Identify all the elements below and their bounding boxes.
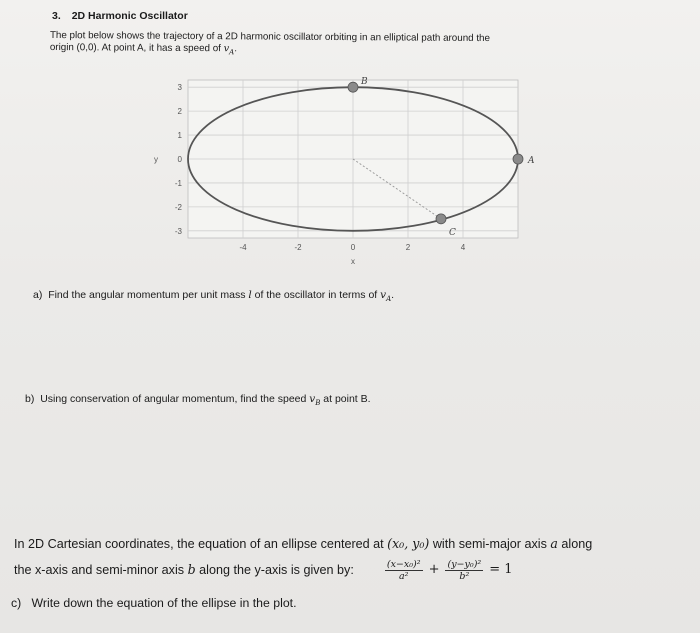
semi-major-variable: a — [550, 536, 558, 551]
y-tick-label: -2 — [174, 202, 182, 212]
part-b — [25, 393, 371, 407]
point-a-marker — [513, 154, 523, 164]
y-tick-label: -3 — [174, 226, 182, 236]
vb-variable: $v_B$ — [309, 393, 321, 408]
y-fraction: $\frac{\text{(y−y₀)²}}{\text{b²}}$ — [447, 558, 482, 582]
x-fraction: $\frac{\text{(x−x₀)²}}{\text{a²}}$ — [386, 558, 421, 582]
y-tick-label: 1 — [177, 131, 182, 141]
x-axis-label: x — [351, 257, 355, 266]
part-c-text: Write down the equation of the ellipse in the plot. — [31, 596, 297, 610]
ellipse-line-2: the x-axis and semi-minor axis b along the y-axis is given by: $\frac{\text{(x−x₀)²}}{\text{a²}}$ + $\frac{\text{(y−y₀)²}}{\text{b²}}$ = 1 — [14, 557, 694, 583]
y-tick-label: -1 — [174, 178, 182, 188]
y-tick-label: 0 — [177, 155, 182, 164]
ellipse-equation: $\frac{\text{(x−x₀)²}}{\text{a²}}$ + $\frac{\text{(y−y₀)²}}{\text{b²}}$ = 1 — [386, 558, 513, 582]
x-tick-label: 2 — [405, 243, 411, 252]
question-number: 3. — [52, 10, 61, 22]
part-b-text2: at point B. — [323, 393, 371, 405]
part-a-label: a) — [33, 289, 43, 301]
part-a: a) Find the angular momentum per unit mass l of the oscillator in terms of $v_A$. — [33, 289, 395, 304]
ellipse-definition — [14, 531, 694, 583]
semi-minor-variable: b — [187, 562, 196, 577]
intro-line-2: origin (0,0). At point A, it has a speed of $v_A$. — [49, 41, 238, 57]
x-tick-label: 4 — [460, 243, 466, 252]
x-tick-label: -2 — [294, 243, 302, 252]
part-c-label: c) — [11, 596, 22, 610]
intro-line-1: The plot below shows the trajectory of a 2D harmonic oscillator orbiting in an elliptical path around the — [49, 30, 491, 45]
y-axis-label: y — [154, 155, 158, 164]
part-c — [11, 596, 297, 610]
center-coordinates: (x₀, y₀) — [387, 536, 430, 551]
part-b-text: Using conservation of angular momentum, find the speed — [40, 393, 307, 405]
point-b-label: B — [361, 77, 368, 88]
point-c-label: C — [449, 227, 456, 238]
point-b-marker — [348, 82, 358, 92]
ellipse-line-1: In 2D Cartesian coordinates, the equation of an ellipse centered at (x₀, y₀) with semi-major axis a along — [14, 536, 593, 551]
x-tick-label: -4 — [239, 243, 247, 252]
y-tick-label: 3 — [177, 83, 182, 93]
part-b-label: b) — [25, 393, 35, 405]
y-tick-label: 2 — [177, 107, 182, 117]
plot-svg — [150, 72, 535, 282]
question-title: 2D Harmonic Oscillator — [71, 10, 188, 22]
x-tick-label: 0 — [350, 243, 356, 252]
trajectory-plot — [150, 72, 535, 282]
part-a-text2: of the oscillator in terms of — [254, 289, 378, 301]
point-c-marker — [436, 214, 446, 224]
part-a-text: Find the angular momentum per unit mass — [48, 289, 246, 301]
va-variable: $v_A$ — [380, 289, 392, 304]
question-intro — [50, 30, 610, 61]
speed-variable: $v_A$ — [223, 43, 235, 57]
angular-momentum-variable: l — [248, 289, 252, 301]
question-header — [52, 10, 188, 22]
point-a-label: A — [528, 156, 535, 166]
intro-text: origin (0,0). At point A, it has a speed of — [49, 41, 221, 55]
